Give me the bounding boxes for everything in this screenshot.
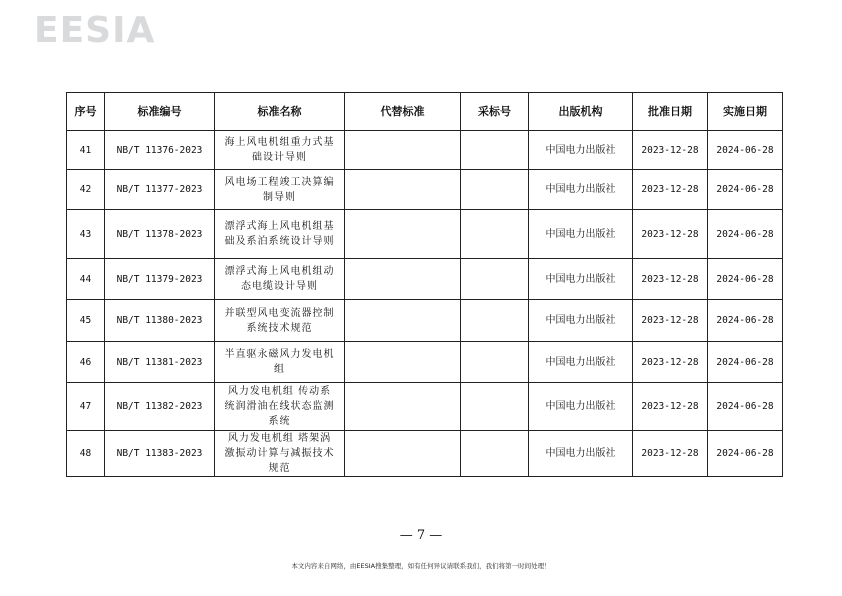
row-approval-date: 2023-12-28 (633, 210, 708, 259)
header-standard-name: 标准名称 (215, 93, 345, 131)
row-effective-date: 2024-06-28 (708, 342, 783, 383)
header-approval-date: 批准日期 (633, 93, 708, 131)
header-publisher: 出版机构 (529, 93, 633, 131)
row-approval-date: 2023-12-28 (633, 431, 708, 477)
row-replaced-standard (345, 131, 461, 170)
footer-disclaimer: 本文内容来自网络，由EESIA搜集整理，如有任何异议请联系我们，我们将第一时间处理！ (291, 562, 551, 570)
row-publisher: 中国电力出版社 (529, 383, 633, 431)
row-publisher: 中国电力出版社 (529, 259, 633, 300)
row-index: 47 (67, 383, 105, 431)
row-index: 41 (67, 131, 105, 170)
row-standard-name: 并联型风电变流器控制系统技术规范 (215, 300, 345, 342)
row-approval-date: 2023-12-28 (633, 383, 708, 431)
table-header-row (67, 93, 783, 131)
row-standard-code: NB/T 11380-2023 (105, 300, 215, 342)
row-effective-date: 2024-06-28 (708, 300, 783, 342)
table-row (67, 170, 783, 210)
row-effective-date: 2024-06-28 (708, 131, 783, 170)
row-publisher: 中国电力出版社 (529, 131, 633, 170)
header-effective-date: 实施日期 (708, 93, 783, 131)
row-effective-date: 2024-06-28 (708, 210, 783, 259)
header-replaced-standard: 代替标准 (345, 93, 461, 131)
row-replaced-standard (345, 259, 461, 300)
row-standard-code: NB/T 11382-2023 (105, 383, 215, 431)
row-standard-name: 半直驱永磁风力发电机组 (215, 342, 345, 383)
row-standard-code: NB/T 11379-2023 (105, 259, 215, 300)
row-replaced-standard (345, 383, 461, 431)
table-row (67, 383, 783, 431)
table-row (67, 259, 783, 300)
row-standard-code: NB/T 11376-2023 (105, 131, 215, 170)
row-index: 45 (67, 300, 105, 342)
header-index: 序号 (67, 93, 105, 131)
row-adopted-standard (461, 210, 529, 259)
row-adopted-standard (461, 131, 529, 170)
row-standard-name: 漂浮式海上风电机组动态电缆设计导则 (215, 259, 345, 300)
header-adopted-standard: 采标号 (461, 93, 529, 131)
row-standard-name: 风电场工程竣工决算编制导则 (215, 170, 345, 210)
row-standard-code: NB/T 11377-2023 (105, 170, 215, 210)
row-approval-date: 2023-12-28 (633, 300, 708, 342)
row-effective-date: 2024-06-28 (708, 431, 783, 477)
row-approval-date: 2023-12-28 (633, 131, 708, 170)
row-publisher: 中国电力出版社 (529, 342, 633, 383)
row-publisher: 中国电力出版社 (529, 170, 633, 210)
table-row (67, 342, 783, 383)
row-index: 48 (67, 431, 105, 477)
row-index: 46 (67, 342, 105, 383)
table-row (67, 210, 783, 259)
row-index: 42 (67, 170, 105, 210)
row-adopted-standard (461, 259, 529, 300)
row-approval-date: 2023-12-28 (633, 259, 708, 300)
row-standard-code: NB/T 11381-2023 (105, 342, 215, 383)
standards-table (66, 92, 783, 477)
row-effective-date: 2024-06-28 (708, 383, 783, 431)
row-standard-code: NB/T 11378-2023 (105, 210, 215, 259)
table-row (67, 431, 783, 477)
row-replaced-standard (345, 300, 461, 342)
row-replaced-standard (345, 170, 461, 210)
header-standard-code: 标准编号 (105, 93, 215, 131)
row-effective-date: 2024-06-28 (708, 170, 783, 210)
row-publisher: 中国电力出版社 (529, 210, 633, 259)
row-standard-name: 海上风电机组重力式基础设计导则 (215, 131, 345, 170)
row-adopted-standard (461, 170, 529, 210)
page-number: — 7 — (399, 528, 443, 543)
row-adopted-standard (461, 383, 529, 431)
row-adopted-standard (461, 300, 529, 342)
row-effective-date: 2024-06-28 (708, 259, 783, 300)
row-publisher: 中国电力出版社 (529, 300, 633, 342)
row-adopted-standard (461, 431, 529, 477)
row-replaced-standard (345, 342, 461, 383)
table-row (67, 300, 783, 342)
row-replaced-standard (345, 431, 461, 477)
row-adopted-standard (461, 342, 529, 383)
row-standard-name: 风力发电机组 塔架涡激振动计算与减振技术规范 (215, 431, 345, 477)
row-publisher: 中国电力出版社 (529, 431, 633, 477)
table-row (67, 131, 783, 170)
row-standard-name: 漂浮式海上风电机组基础及系泊系统设计导则 (215, 210, 345, 259)
row-index: 43 (67, 210, 105, 259)
row-replaced-standard (345, 210, 461, 259)
row-index: 44 (67, 259, 105, 300)
row-approval-date: 2023-12-28 (633, 342, 708, 383)
eesia-logo-watermark: EESIA (34, 10, 156, 51)
row-approval-date: 2023-12-28 (633, 170, 708, 210)
row-standard-code: NB/T 11383-2023 (105, 431, 215, 477)
row-standard-name: 风力发电机组 传动系统润滑油在线状态监测系统 (215, 383, 345, 431)
